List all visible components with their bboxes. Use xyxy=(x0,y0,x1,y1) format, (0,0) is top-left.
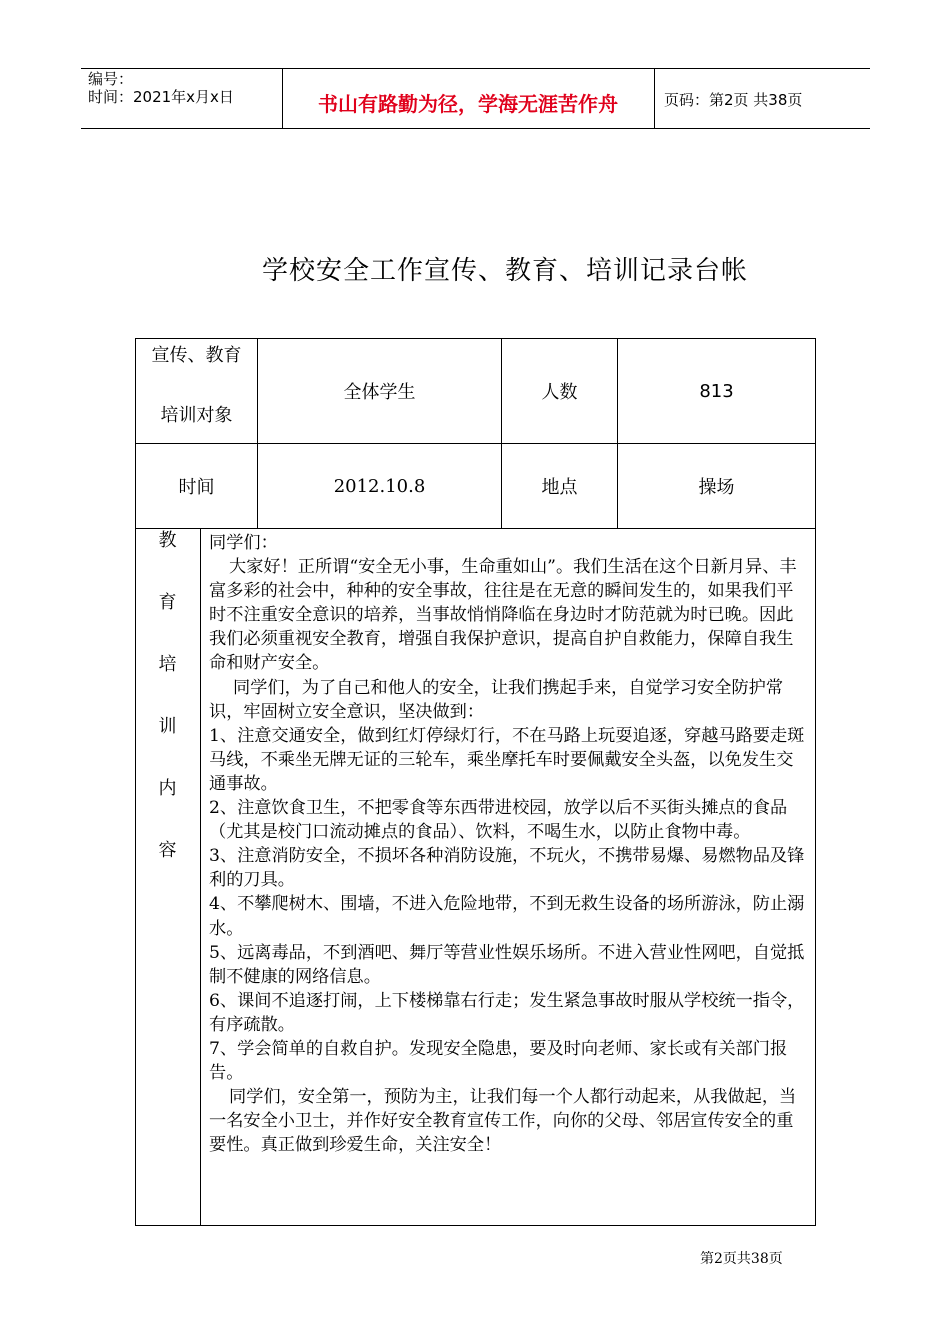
time-label: 时间 xyxy=(178,477,215,498)
count-value: 813 xyxy=(699,380,734,402)
content-rule-2: 2、注意饮食卫生，不把零食等东西带进校园，放学以后不买街头摊点的食品（尤其是校门口流动摊点的食品）、饮料，不喝生水，以防止食物中毒。 xyxy=(209,798,788,843)
header-number-label: 编号： xyxy=(88,70,134,88)
content-label-char: 训 xyxy=(158,716,177,737)
content-label-char: 内 xyxy=(158,778,177,799)
target-label-line1: 宣传、教育 xyxy=(151,345,242,366)
header-motto: 书山有路勤为径，学海无涯苦作舟 xyxy=(318,92,618,116)
record-table xyxy=(135,338,816,1226)
header-top-rule xyxy=(81,68,870,69)
content-label-vertical xyxy=(135,530,200,902)
content-rule-5: 5、远离毒品，不到酒吧、舞厅等营业性娱乐场所。不进入营业性网吧，自觉抵制不健康的网络信息。 xyxy=(209,942,805,987)
target-label-cell xyxy=(136,339,257,443)
content-label-char: 育 xyxy=(158,592,177,613)
content-rule-3: 3、注意消防安全，不损坏各种消防设施，不玩火，不携带易爆、易燃物品及锋利的刀具。 xyxy=(209,846,805,891)
header-bottom-rule xyxy=(81,128,870,129)
education-content xyxy=(209,531,809,1157)
target-value: 全体学生 xyxy=(343,382,416,403)
table-col-divider-content xyxy=(200,528,201,1226)
content-label-char: 容 xyxy=(158,840,177,861)
target-label-line2: 培训对象 xyxy=(160,405,233,426)
header-divider-right xyxy=(654,68,655,128)
content-label-char: 教 xyxy=(158,530,177,551)
table-border-right xyxy=(815,338,816,1226)
content-paragraph-intro: 大家好！正所谓“安全无小事，生命重如山”。我们生活在这个日新月异、丰富多彩的社会中，种种的安全事故，往往是在无意的瞬间发生的，如果我们平时不注重安全意识的培养，当事故悄悄降临在身边时才防范就为时已晚。因此我们必须重视安全教育，增强自我保护意识，提高自护自救能力，保障自我生命和财产安全。 xyxy=(209,557,797,674)
content-rule-6: 6、课间不追逐打闹，上下楼梯靠右行走；发生紧急事故时服从学校统一指令，有序疏散。 xyxy=(209,990,805,1035)
content-paragraph-closing: 同学们，安全第一，预防为主，让我们每一个人都行动起来，从我做起，当一名安全小卫士，并作好安全教育宣传工作，向你的父母、邻居宣传安全的重要性。真正做到珍爱生命，关注安全！ xyxy=(209,1087,797,1156)
header-page-info: 页码：第2页 共38页 xyxy=(664,91,803,109)
content-rule-7: 7、学会简单的自救自护。发现安全隐患，要及时向老师、家长或有关部门报告。 xyxy=(209,1038,788,1084)
time-value: 2012.10.8 xyxy=(333,475,426,497)
table-border-bottom xyxy=(135,1225,816,1226)
header-date: 时间：2021年x月x日 xyxy=(88,88,234,106)
place-value: 操场 xyxy=(698,477,735,498)
footer-page-number: 第2页共38页 xyxy=(700,1251,783,1267)
content-rule-4: 4、不攀爬树木、围墙，不进入危险地带，不到无救生设备的场所游泳，防止溺水。 xyxy=(209,894,805,939)
content-rule-1: 1、注意交通安全，做到红灯停绿灯行，不在马路上玩耍追逐，穿越马路要走斑马线，不乘坐无牌无证的三轮车，乘坐摩托车时要佩戴安全头盔，以免发生交通事故。 xyxy=(209,725,805,794)
count-label: 人数 xyxy=(541,382,578,403)
content-salutation: 同学们： xyxy=(209,533,278,553)
content-label-char: 培 xyxy=(158,654,177,675)
content-paragraph-call: 同学们，为了自己和他人的安全，让我们携起手来，自觉学习安全防护常识，牢固树立安全意识，坚决做到： xyxy=(209,677,784,722)
header-meta xyxy=(88,70,234,106)
table-row-divider-2 xyxy=(135,528,816,529)
document-title: 学校安全工作宣传、教育、培训记录台帐 xyxy=(261,256,748,286)
place-label: 地点 xyxy=(541,477,578,498)
